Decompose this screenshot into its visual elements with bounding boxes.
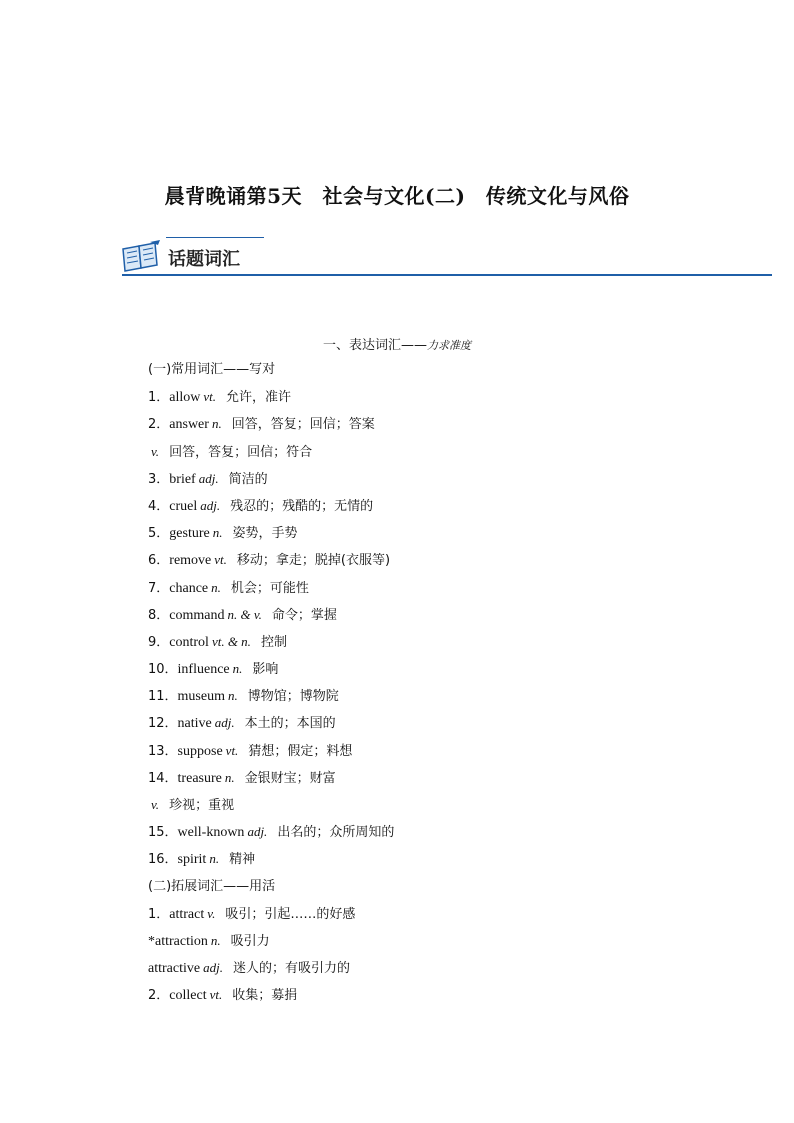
vocab-entry xyxy=(148,764,748,791)
entry-number: 9． xyxy=(148,634,170,650)
vocab-entry xyxy=(148,628,748,655)
entry-definition: 简洁的 xyxy=(228,471,268,487)
section-title xyxy=(0,334,794,353)
page-title: 晨背晚诵第5天 社会与文化(二) 传统文化与风俗 xyxy=(164,184,630,208)
vocab-entry xyxy=(148,601,748,628)
vocab-entry xyxy=(148,519,748,546)
entry-part-of-speech: adj. xyxy=(247,824,268,840)
banner-heading: 话题词汇 xyxy=(168,249,240,270)
entry-definition: 精神 xyxy=(229,852,256,868)
entry-word: remove xyxy=(169,553,212,569)
entry-definition: 吸引；引起……的好感 xyxy=(225,906,356,922)
entry-number: 4． xyxy=(148,498,170,514)
entry-part-of-speech: adj. xyxy=(198,470,219,486)
entry-word: collect xyxy=(169,988,207,1004)
entry-definition: 姿势，手势 xyxy=(232,526,298,542)
vocab-entry xyxy=(148,465,748,492)
entry-word: museum xyxy=(177,689,225,705)
entry-definition: 珍视；重视 xyxy=(169,798,235,813)
entry-number: 11． xyxy=(148,689,178,705)
entry-number: 16． xyxy=(148,852,178,868)
entry-definition: 残忍的；残酷的；无情的 xyxy=(230,498,374,514)
entry-definition: 回答，答复；回信；答案 xyxy=(231,417,375,433)
entry-definition: 金银财宝；财富 xyxy=(244,770,336,786)
entry-definition: 迷人的；有吸引力的 xyxy=(232,961,350,977)
entry-word: answer xyxy=(169,417,209,433)
vocab-entry xyxy=(148,438,748,465)
entry-word: spirit xyxy=(177,852,207,868)
entry-word: influence xyxy=(177,662,230,678)
entry-word: allow xyxy=(169,390,201,406)
vocab-entry xyxy=(148,574,748,601)
entry-number: 1． xyxy=(148,390,170,406)
entry-number: 1． xyxy=(148,906,170,922)
entry-part-of-speech: v. xyxy=(207,905,216,921)
vocab-entry xyxy=(148,791,748,818)
vocab-entry xyxy=(148,845,748,872)
banner-rule xyxy=(122,274,772,276)
entry-definition: 命令；掌握 xyxy=(271,607,337,623)
entry-part-of-speech: adj. xyxy=(200,497,221,513)
vocab-entry xyxy=(148,682,748,709)
entry-number: 2． xyxy=(148,417,170,433)
entry-word: suppose xyxy=(177,743,223,759)
entry-part-of-speech: vt. xyxy=(203,389,217,405)
entry-part-of-speech: vt. & n. xyxy=(211,633,251,649)
entry-word: attract xyxy=(169,906,205,922)
entry-definition: 控制 xyxy=(260,634,287,650)
section-title-note: 力求准度 xyxy=(427,339,471,352)
entry-definition: 回答，答复；回信；符合 xyxy=(169,444,313,460)
entry-word: chance xyxy=(169,580,209,596)
vocab-entry xyxy=(148,954,748,981)
entry-definition: 吸引力 xyxy=(230,933,270,949)
entry-word: attractive xyxy=(148,961,201,977)
entry-number: 14． xyxy=(148,770,178,786)
entry-part-of-speech: n. xyxy=(212,525,223,541)
entry-part-of-speech: vt. xyxy=(209,987,223,1003)
entry-number: 6． xyxy=(148,553,170,569)
vocab-entry xyxy=(148,981,748,1008)
entry-word: native xyxy=(177,716,212,732)
subsection-heading: (二)拓展词汇——用活 xyxy=(148,878,276,894)
vocab-entry xyxy=(148,709,748,736)
entry-word: command xyxy=(169,607,225,623)
entry-definition: 猜想；假定；料想 xyxy=(248,743,353,759)
entry-number: 7． xyxy=(148,580,170,596)
entry-number: 2． xyxy=(148,988,170,1004)
vocab-entry xyxy=(148,900,748,927)
entry-definition: 收集；募捐 xyxy=(232,988,298,1004)
subsection-heading: (一)常用词汇——写对 xyxy=(148,362,276,377)
entry-part-of-speech: n. xyxy=(209,851,220,867)
entry-word: control xyxy=(169,634,209,650)
entry-number: 13． xyxy=(148,743,178,759)
entry-part-of-speech: n. xyxy=(211,416,222,432)
entry-definition: 本土的；本国的 xyxy=(244,716,336,732)
entry-definition: 允许，准许 xyxy=(226,390,292,406)
vocab-entry xyxy=(148,655,748,682)
entry-part-of-speech: v. xyxy=(151,797,160,812)
entry-number: 10． xyxy=(148,662,178,678)
section-title-text: 一、表达词汇—— xyxy=(322,338,427,353)
entry-number: 12． xyxy=(148,716,178,732)
entry-word: cruel xyxy=(169,498,198,514)
entry-number: 5． xyxy=(148,526,170,542)
entry-word: treasure xyxy=(177,770,222,786)
entry-part-of-speech: adj. xyxy=(203,960,223,976)
entry-word: brief xyxy=(169,471,196,487)
entry-part-of-speech: n. xyxy=(232,661,243,677)
entry-part-of-speech: n. xyxy=(224,769,235,785)
entry-definition: 出名的；众所周知的 xyxy=(277,825,395,841)
entry-part-of-speech: n. & v. xyxy=(227,606,262,622)
entry-part-of-speech: n. xyxy=(210,932,221,948)
entry-definition: 移动；拿走；脱掉(衣服等) xyxy=(236,553,391,569)
entry-number: 8． xyxy=(148,607,170,623)
topic-banner xyxy=(118,236,772,278)
vocab-entry xyxy=(148,410,748,437)
entry-part-of-speech: vt. xyxy=(225,742,239,758)
vocab-entry xyxy=(148,818,748,845)
entry-word: well-known xyxy=(177,825,245,841)
vocab-entry xyxy=(148,383,748,410)
vocab-entry xyxy=(148,492,748,519)
vocab-entry xyxy=(148,737,748,764)
entry-part-of-speech: n. xyxy=(228,688,238,704)
entry-part-of-speech: vt. xyxy=(214,552,227,568)
entry-part-of-speech: n. xyxy=(211,579,221,595)
open-book-icon xyxy=(120,240,162,274)
entry-number: 3． xyxy=(148,471,170,487)
banner-top-line xyxy=(166,237,264,238)
vocab-entry xyxy=(148,927,748,954)
vocab-entry xyxy=(148,546,748,573)
entry-part-of-speech: adj. xyxy=(214,715,235,731)
entry-definition: 博物馆；博物院 xyxy=(247,689,339,705)
entry-number: 15． xyxy=(148,825,178,841)
entry-definition: 影响 xyxy=(252,662,279,678)
entry-word: *attraction xyxy=(148,933,208,949)
entry-word: gesture xyxy=(169,526,210,542)
entry-definition: 机会；可能性 xyxy=(230,580,309,596)
vocabulary-list xyxy=(148,356,748,1009)
entry-part-of-speech: v. xyxy=(151,443,160,459)
